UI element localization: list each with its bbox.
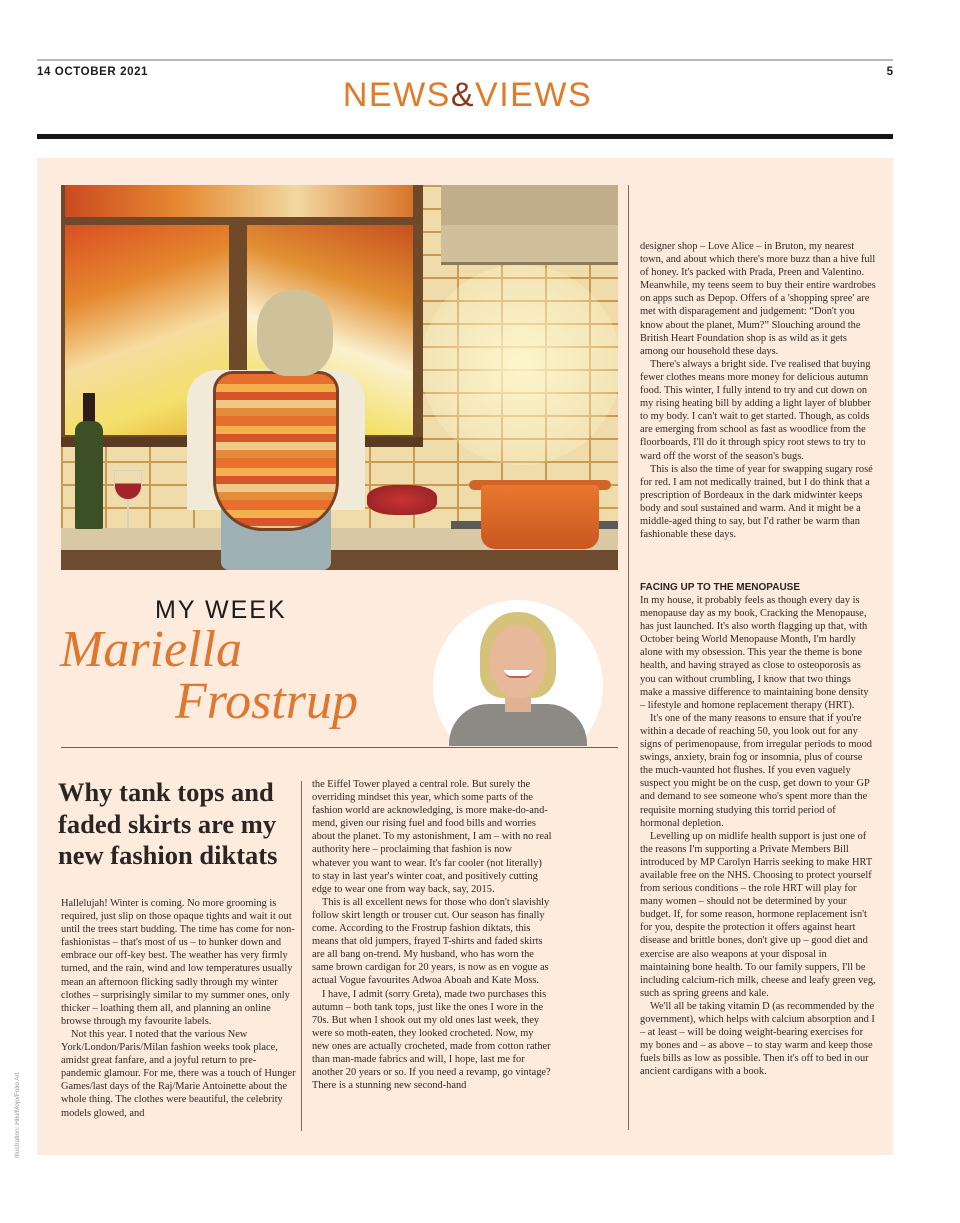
paragraph: I have, I admit (sorry Greta), made two purchases this autumn – both tank tops, just like the ones I wore in the 70s. But when I shook out my old ones last week, they were so moth-eaten, they looked crocheted. Now, my new ones are actually crocheted, made from cotton rather than man-made fabrics and will, I hope, last me for another 20 years or so. If you need a revamp, go vintage? There is a stunning new second-hand — [312, 988, 551, 1092]
author-portrait — [433, 600, 603, 746]
paragraph: This is all excellent news for those who don't slavishly follow skirt length or trouser cut. Our season has finally come. According to the Frostrup fashion diktats, this means that old jumpers, frayed T-shirts and faded skirts are all bang on-trend. My husband, who has worn the same brown cardigan for 20 years, is now as en vogue as actual Vogue favourites Adwoa Aboah and Kate Moss. — [312, 896, 550, 987]
section-subhead: FACING UP TO THE MENOPAUSE — [640, 582, 801, 593]
issue-date: 14 OCTOBER 2021 — [37, 66, 149, 78]
column-divider-middle — [301, 781, 302, 1131]
masthead-ampersand: & — [450, 76, 476, 114]
column-kicker: MY WEEK — [155, 596, 287, 624]
paragraph: In my house, it probably feels as though every day is menopause day as my book, Cracking the Menopause, has just launched. It's also worth flagging up that, with October being World Menopause Month, I'm hardly alone with my obsession. This year the theme is bone health, and having strayed as close to osteoporosis as you can without crumbling, I know that two things make a massive difference to maintaining bone density – lifestyle and homone replacement therapy (HRT). — [640, 595, 869, 711]
paragraph: We'll all be taking vitamin D (as recommended by the government), which helps with calcium absorption and I – at least – will be doing weight-bearing exercises for my bones and – as above – to stay warm and keep those fuels bills as low as possible. Then it's off to bed in our ancient cardigans with a book. — [640, 1000, 875, 1078]
author-first-name: Mariella — [60, 621, 242, 678]
woman-head — [257, 290, 333, 376]
column-divider-right — [628, 185, 629, 1130]
wine-glass — [114, 470, 142, 500]
paragraph: Hallelujah! Winter is coming. No more grooming is required, just slip on those opaque tights and wait it out until the trees start budding. The time has come for non-fashionistas – that's most of us – to hunker down and embrace our off-key best. The weather has very firmly turned, and the rain, wind and low temperatures usually mean an afternoon flicking sadly through my winter clothes – surprisingly similar to my summer ones, only thicker – loathing them all, and planning an online browse through my favourite labels. — [61, 898, 295, 1027]
portrait-face — [490, 626, 546, 698]
top-rule — [37, 59, 893, 61]
article-headline: Why tank tops and faded skirts are my new fashion diktats — [58, 777, 278, 870]
article-column-3 — [640, 240, 876, 541]
orange-pot — [481, 485, 599, 549]
kitchen-illustration — [61, 185, 618, 570]
light-glow — [421, 265, 618, 465]
paragraph: This is also the time of year for swapping sugary rosé for red. I am not medically trained, but I do think that a prescription of Bordeaux in the dark midwinter keeps body and soul sustained and warm. And it might be a middle-aged thing to say, but I'd rather be warm than fashionable these days. — [640, 463, 873, 541]
paragraph: the Eiffel Tower played a central role. But surely the overriding mindset this year, which some parts of the fashion world are acknowledging, is more make-do-and-mend, given our rising fuel and food bills and worries about the planet. To my astonishment, I am – with no real authority here – proclaiming that fashion is now whatever you want to wear. It's far cooler (not literally) to stay in last year's winter coat, and positively cutting edge to wear one from way back, say, 2015. — [312, 779, 552, 895]
paragraph: There's always a bright side. I've realised that buying fewer clothes means more money for delicious autumn food. This winter, I fully intend to try and cut down on my rising heating bill by adding a light layer of blubber to my body. I can't wait to get started. Though, as colds are emerging from school as fast as woodlice from the floorboards, I'll do it through spicy root stews to try to ward off the worst of the season's bugs. — [640, 358, 871, 462]
window-pane-top — [65, 185, 413, 217]
byline-rule — [61, 747, 618, 748]
paragraph: It's one of the many reasons to ensure that if you're within a decade of reaching 50, you look out for any signs of perimenopause, from irregular periods to mood swings, anxiety, brain fog or insomnia, plus of course the much-vaunted hot flushes. If you even vaguely suspect you might be on the cusp, get down to your GP and demand to see someone who's spent more than the requisite morning studying this torrid period of hormonal depletion. — [640, 712, 873, 829]
article-column-3-menopause — [640, 581, 876, 1078]
extractor-hood-front — [441, 225, 618, 265]
wine-glass-stem — [127, 500, 129, 528]
wine-bottle — [75, 421, 103, 529]
kitchen-cabinet — [61, 550, 618, 570]
author-last-name: Frostrup — [175, 673, 358, 730]
fruit-bowl — [367, 485, 437, 515]
portrait-smile — [504, 670, 532, 678]
masthead-news: NEWS — [342, 76, 451, 114]
article-column-1 — [61, 897, 296, 1120]
masthead-views: VIEWS — [475, 76, 593, 114]
striped-tank-top — [213, 371, 339, 531]
illustration-credit: Illustration: Hiki/Mojo/Folio Art — [14, 1072, 21, 1158]
paragraph: Levelling up on midlife health support is just one of the reasons I'm supporting a Private Members Bill introduced by MP Carolyn Harris seeking to make HRT available free on the NHS. Choosing to protect yourself from serious conditions – the role HRT will play for many women – should not be determined by your budget. If, for some reason, hormone replacement isn't for you, despite the protection it offers against heart disease and brittle bones, don't give up – good diet and exercise are also weapons at your disposal in maintaining bone health. To our family suppers, I'll be including calcium-rich milk, cheese and leafy green veg, such as spring greens and kale. — [640, 830, 876, 999]
article-column-2 — [312, 778, 552, 1092]
header-rule — [37, 134, 893, 139]
page-number: 5 — [886, 66, 893, 78]
paragraph: designer shop – Love Alice – in Bruton, my nearest town, and about which there's more buzz than a hive full of honey. It's packed with Prada, Preen and Valentino. Meanwhile, my teens seem to buy their entire wardrobes on apps such as Depop. Offers of a 'shopping spree' are met with disparagement and judgement: “Don't you know about the planet, Mum?” Slouching around the British Heart Foundation shop is as wild as it gets among our household these days. — [640, 241, 876, 357]
paragraph: Not this year. I noted that the various New York/London/Paris/Milan fashion weeks took place, amidst great fanfare, and a joyful return to pre-pandemic glamour. For me, there was a touch of Hunger Games/last days of the Raj/Marie Antoinette about the whole thing. The clothes were beautiful, the celebrity models glowed, and — [61, 1028, 296, 1119]
section-masthead — [0, 76, 935, 115]
